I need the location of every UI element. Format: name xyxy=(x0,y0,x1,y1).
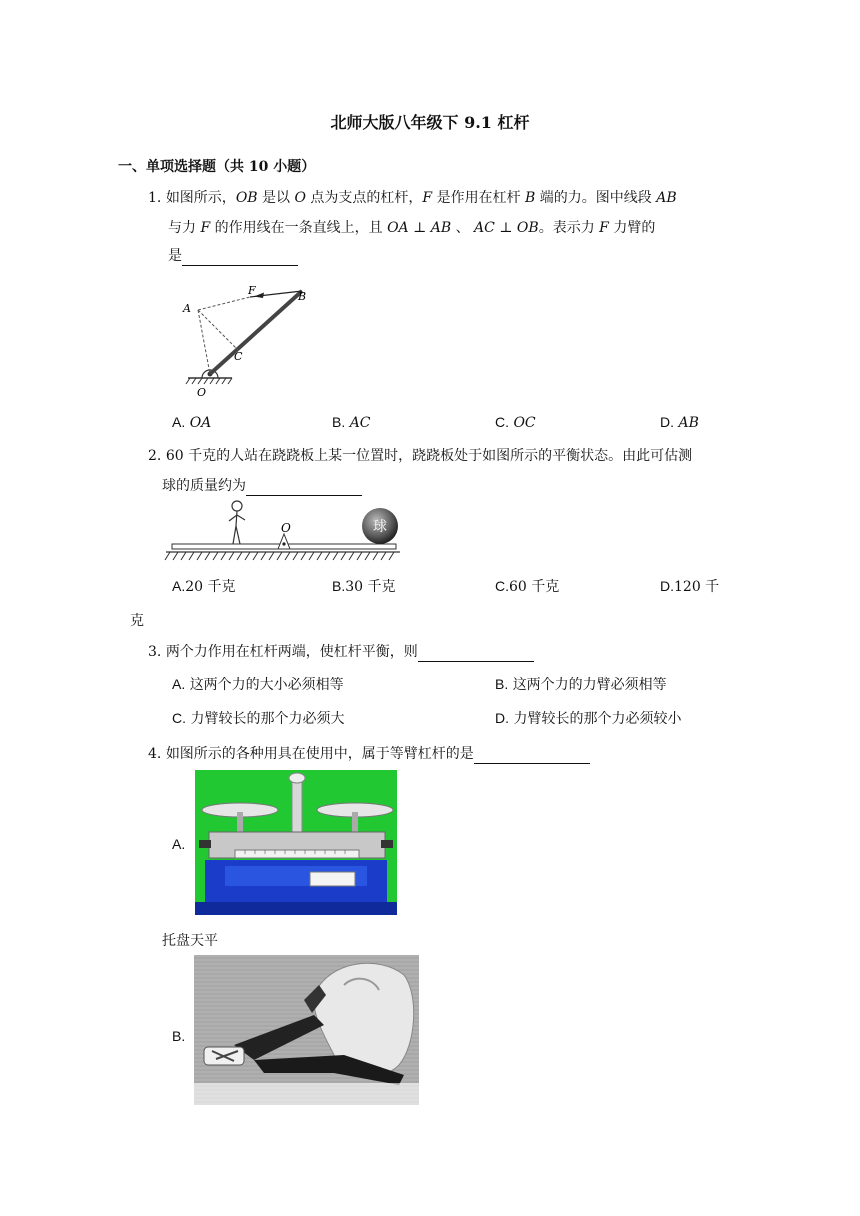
ground-hatch-line xyxy=(205,552,210,560)
q2-number: 2. xyxy=(148,448,162,464)
option-label: D. xyxy=(660,414,674,430)
option-label: A. xyxy=(172,836,186,852)
ground-hatch-line xyxy=(349,552,354,560)
q1-label-f: F xyxy=(248,284,256,297)
option-text: OA xyxy=(189,415,212,431)
option-text: 这两个力的力臂必须相等 xyxy=(512,677,667,693)
ground-hatch-line xyxy=(269,552,274,560)
q4-line1 xyxy=(148,744,590,764)
q1-text: 端的力。图中线段 xyxy=(535,190,657,206)
ground-hatch-line xyxy=(381,552,386,560)
q1-text: 如图所示， xyxy=(165,190,236,206)
q1-label-a: A xyxy=(183,302,191,315)
ground-hatch-line xyxy=(373,552,378,560)
ground-hatch-line xyxy=(253,552,258,560)
option-text: AB xyxy=(678,415,699,431)
q1-text: 的作用线在一条直线上，且 xyxy=(210,220,388,236)
q2-line2 xyxy=(162,476,362,496)
ground-hatch-line xyxy=(317,552,322,560)
q1-answer-blank[interactable] xyxy=(182,249,298,266)
q1-option-c[interactable] xyxy=(495,414,536,431)
option-text: 30 千克 xyxy=(345,579,396,595)
q1-condition-ac-ob: AC ⊥ OB xyxy=(474,220,539,236)
option-text: 力臂较长的那个力必须较小 xyxy=(513,711,682,727)
q2-option-a[interactable] xyxy=(172,576,236,596)
ground-hatch-line xyxy=(357,552,362,560)
ground-hatch-line xyxy=(293,552,298,560)
q3-option-d[interactable] xyxy=(495,708,681,728)
q1-label-o: O xyxy=(197,386,207,399)
q1-text: 是 xyxy=(168,248,182,264)
ground-hatch-line xyxy=(261,552,266,560)
ground-hatch-line xyxy=(389,552,394,560)
q1-var-o: O xyxy=(294,190,306,206)
q3-number: 3. xyxy=(148,644,162,660)
section-heading: 一、单项选择题（共 10 小题） xyxy=(118,159,316,175)
q2-text: 球的质量约为 xyxy=(162,478,246,494)
option-label: D. xyxy=(660,578,674,594)
option-label: B. xyxy=(332,578,346,594)
q2-seesaw-figure xyxy=(164,498,402,568)
q2-option-d[interactable] xyxy=(660,576,719,596)
ground-hatch-line xyxy=(325,552,330,560)
option-text: 60 千克 xyxy=(509,579,560,595)
ground-hatch-line xyxy=(181,552,186,560)
ground-hatch-line xyxy=(237,552,242,560)
option-text: 20 千克 xyxy=(185,579,236,595)
q4-text: 如图所示的各种用具在使用中，属于等臂杠杆的是 xyxy=(165,746,474,762)
q4-number: 4. xyxy=(148,746,162,762)
q1-option-b[interactable] xyxy=(332,414,371,431)
ground-hatch-line xyxy=(245,552,250,560)
q3-option-a[interactable] xyxy=(172,674,344,694)
q1-lever-figure xyxy=(170,282,320,402)
ground-hatch-line xyxy=(229,552,234,560)
q4-option-b[interactable] xyxy=(172,1028,185,1045)
person-figure xyxy=(229,501,245,544)
balance-scale-image xyxy=(195,770,397,915)
option-label: B. xyxy=(332,414,346,430)
ground-hatch-line xyxy=(221,552,226,560)
q1-text: 与力 xyxy=(168,220,201,236)
q1-option-a[interactable] xyxy=(172,414,211,431)
ground-hatch-line xyxy=(197,552,202,560)
q1-label-c: C xyxy=(234,350,243,363)
option-label: B. xyxy=(172,1028,186,1044)
q4-answer-blank[interactable] xyxy=(474,747,590,764)
q1-var-f: F xyxy=(200,220,211,236)
q1-var-b: B xyxy=(525,190,536,206)
option-text: 力臂较长的那个力必须大 xyxy=(190,711,345,727)
q2-label-ball: 球 xyxy=(373,519,387,535)
page-title: 北师大版八年级下 9.1 杠杆 xyxy=(330,113,530,132)
q1-label-b: B xyxy=(298,290,307,303)
q1-var-f: F xyxy=(599,220,609,236)
option-label: A. xyxy=(172,578,186,594)
balance-caption: 托盘天平 xyxy=(162,933,218,949)
option-label: C. xyxy=(495,414,509,430)
q2-text: 60 千克的人站在跷跷板上某一位置时，跷跷板处于如图所示的平衡状态。由此可估测 xyxy=(165,448,693,464)
q1-text: 力臂的 xyxy=(608,220,656,236)
q4-option-a[interactable] xyxy=(172,836,185,853)
q2-option-c[interactable] xyxy=(495,576,559,596)
q2-label-o: O xyxy=(281,521,291,535)
q2-line1 xyxy=(148,446,692,466)
ground-hatch-line xyxy=(189,552,194,560)
q1-text: 是以 xyxy=(257,190,295,206)
ground-hatch-line xyxy=(341,552,346,560)
q2-option-d-wrap: 克 xyxy=(130,613,144,629)
q1-number: 1. xyxy=(148,190,162,206)
q3-text: 两个力作用在杠杆两端，使杠杆平衡，则 xyxy=(165,644,418,660)
q1-option-d[interactable] xyxy=(660,414,699,431)
ground-hatch-line xyxy=(277,552,282,560)
option-label: A. xyxy=(172,414,186,430)
ground-hatch-line xyxy=(213,552,218,560)
ground-hatch-line xyxy=(165,552,170,560)
q1-text: 是作用在杠杆 xyxy=(432,190,526,206)
ground-hatch-line xyxy=(301,552,306,560)
q1-line1 xyxy=(148,188,677,208)
q2-answer-blank[interactable] xyxy=(246,479,362,496)
option-label: B. xyxy=(495,676,509,692)
q1-var-ab: AB xyxy=(656,190,677,206)
scissors-photo-image xyxy=(194,955,419,1105)
option-label: C. xyxy=(172,710,186,726)
ground-hatch-line xyxy=(365,552,370,560)
q1-var-f: F xyxy=(422,190,433,206)
option-text: OC xyxy=(513,415,536,431)
option-text: AC xyxy=(349,415,371,431)
q3-line1 xyxy=(148,642,534,662)
q1-condition-oa-ab: OA ⊥ AB xyxy=(387,220,452,236)
q2-option-b[interactable] xyxy=(332,576,396,596)
option-label: A. xyxy=(172,676,186,692)
q3-answer-blank[interactable] xyxy=(418,645,534,662)
q3-option-c[interactable] xyxy=(172,708,344,728)
q1-text: 。表示力 xyxy=(538,220,600,236)
q1-var-ob: OB xyxy=(235,190,258,206)
q1-line3 xyxy=(168,246,298,266)
q1-text: 点为支点的杠杆， xyxy=(305,190,423,206)
option-label: C. xyxy=(495,578,509,594)
q1-line2 xyxy=(168,218,655,238)
ground-hatch-line xyxy=(309,552,314,560)
option-text: 这两个力的大小必须相等 xyxy=(189,677,344,693)
q1-text: 、 xyxy=(451,220,475,236)
q3-option-b[interactable] xyxy=(495,674,667,694)
option-text: 120 千 xyxy=(674,579,720,595)
option-label: D. xyxy=(495,710,509,726)
ground-hatch-line xyxy=(333,552,338,560)
ground-hatch-line xyxy=(173,552,178,560)
ground-hatch-line xyxy=(285,552,290,560)
